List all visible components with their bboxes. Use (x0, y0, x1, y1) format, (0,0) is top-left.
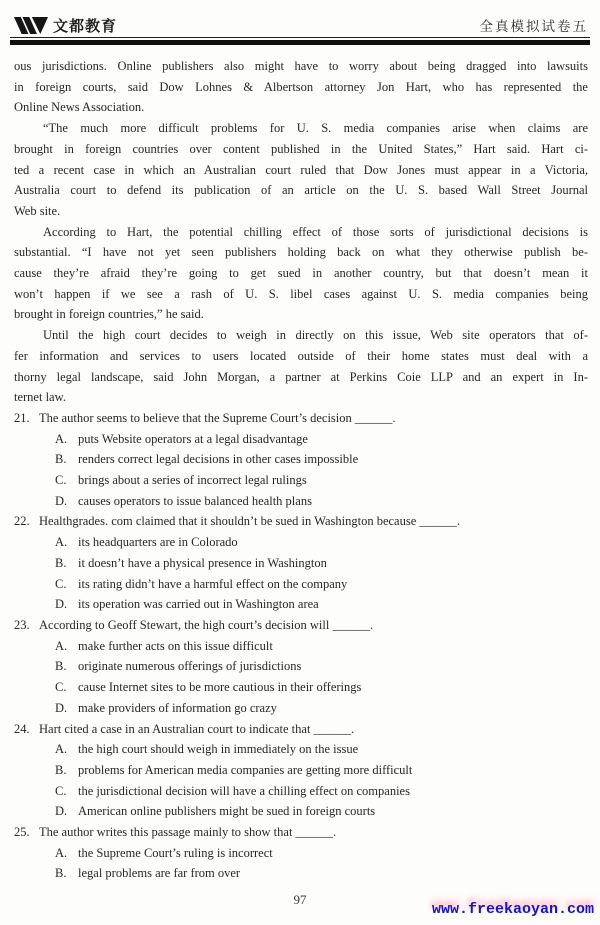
answer-option (14, 863, 588, 884)
answer-option (14, 781, 588, 802)
questions (14, 408, 588, 884)
brand-text: 文都教育 (53, 16, 118, 35)
answer-option (14, 636, 588, 657)
content (14, 56, 588, 884)
question-number: 25. (14, 825, 30, 840)
answer-option (14, 449, 588, 470)
passage-line: According to Hart, the potential chilling effect of those sorts of jurisdictional decisions is (43, 224, 588, 239)
passage-line: in foreign courts, said Dow Lohnes & Albertson attorney Jon Hart, who has represented the (14, 79, 588, 94)
passage-line: Online News Association. (14, 100, 145, 115)
passage-line: Until the high court decides to weigh in directly on this issue, Web site operators that of- (43, 328, 588, 343)
option-letter: A. (55, 638, 68, 653)
option-text: puts Website operators at a legal disadvantage (78, 431, 308, 446)
option-letter: B. (55, 659, 67, 674)
question (14, 408, 588, 512)
header (14, 13, 588, 37)
option-letter: C. (55, 473, 67, 488)
option-text: originate numerous offerings of jurisdictions (78, 659, 302, 674)
header-rule-thin (10, 37, 590, 38)
question-number: 21. (14, 410, 30, 425)
answer-option (14, 491, 588, 512)
question-stem (14, 719, 588, 740)
answer-option (14, 760, 588, 781)
answer-option (14, 698, 588, 719)
answer-option (14, 801, 588, 822)
passage-line: ted a recent case in which an Australian court ruled that Dow Jones must appear in a Victoria, (14, 162, 588, 177)
question-stem (14, 615, 588, 636)
option-letter: A. (55, 742, 68, 757)
option-text: the high court should weigh in immediately on the issue (78, 742, 359, 757)
option-letter: D. (55, 493, 68, 508)
option-text: it doesn’t have a physical presence in Washington (78, 555, 327, 570)
answer-option (14, 553, 588, 574)
header-rule-thick (10, 40, 590, 45)
answer-option (14, 843, 588, 864)
question-stem-text: The author seems to believe that the Supreme Court’s decision ______. (39, 410, 396, 425)
answer-option (14, 470, 588, 491)
passage-line: ous jurisdictions. Online publishers also might have to worry about being dragged into lawsuits (14, 59, 588, 73)
passage (14, 56, 588, 408)
question (14, 719, 588, 823)
passage-line: “The much more difficult problems for U. S. media companies arise when claims are (43, 121, 588, 136)
question-stem-text: Healthgrades. com claimed that it shouldn’t be sued in Washington because ______. (39, 514, 461, 529)
question (14, 822, 588, 884)
option-text: renders correct legal decisions in other cases impossible (78, 452, 359, 467)
option-letter: C. (55, 783, 67, 798)
question-stem (14, 408, 588, 429)
question (14, 511, 588, 615)
header-right-title: 全真模拟试卷五 (479, 19, 588, 35)
brand (14, 15, 117, 36)
passage-line: fer information and services to users located outside of their home states must deal with a (14, 348, 588, 363)
option-text: the Supreme Court’s ruling is incorrect (78, 845, 273, 860)
answer-option (14, 739, 588, 760)
passage-line: thorny legal landscape, said John Morgan, a partner at Perkins Coie LLP and an expert in In- (14, 369, 588, 384)
option-text: legal problems are far from over (78, 866, 241, 881)
option-text: the jurisdictional decision will have a chilling effect on companies (78, 783, 410, 798)
option-letter: D. (55, 700, 68, 715)
option-text: cause Internet sites to be more cautious in their offerings (78, 680, 362, 695)
option-text: make providers of information go crazy (78, 700, 277, 715)
option-text: problems for American media companies are getting more difficult (78, 762, 413, 777)
question-stem (14, 511, 588, 532)
option-letter: B. (55, 452, 67, 467)
option-text: its headquarters are in Colorado (78, 535, 238, 550)
question-stem-text: According to Geoff Stewart, the high court’s decision will ______. (39, 617, 374, 632)
answer-option (14, 656, 588, 677)
question-stem-text: The author writes this passage mainly to show that ______. (39, 825, 337, 840)
question (14, 615, 588, 719)
passage-line: won’t happen if we see a rash of U. S. libel cases against U. S. media companies being (14, 286, 588, 301)
passage-line: substantial. “I have not yet seen publishers holding back on what they otherwise publish be- (14, 245, 588, 260)
option-text: causes operators to issue balanced health plans (78, 493, 312, 508)
passage-line: Web site. (14, 203, 61, 218)
passage-line: ternet law. (14, 390, 66, 405)
option-letter: A. (55, 535, 68, 550)
option-letter: D. (55, 597, 68, 612)
question-number: 23. (14, 617, 30, 632)
answer-option (14, 532, 588, 553)
option-text: American online publishers might be sued in foreign courts (78, 804, 376, 819)
passage-line: Australia court to defend its publication of an article on the U. S. based Wall Street Journal (14, 183, 588, 198)
passage-line: brought in foreign countries,” he said. (14, 307, 204, 322)
passage-line: brought in foreign countries over content published in the United States,” Hart said. Hart ci- (14, 141, 588, 156)
option-letter: B. (55, 866, 67, 881)
answer-option (14, 574, 588, 595)
option-text: its rating didn’t have a harmful effect on the company (78, 576, 348, 591)
option-letter: B. (55, 555, 67, 570)
question-stem (14, 822, 588, 843)
option-letter: D. (55, 804, 68, 819)
answer-option (14, 594, 588, 615)
option-letter: A. (55, 431, 68, 446)
watermark-link[interactable]: www.freekaoyan.com (431, 901, 594, 918)
option-letter: A. (55, 845, 68, 860)
question-number: 22. (14, 514, 30, 529)
wendu-logo-icon (14, 16, 48, 35)
answer-option (14, 677, 588, 698)
option-letter: B. (55, 762, 67, 777)
option-text: brings about a series of incorrect legal rulings (78, 473, 307, 488)
option-letter: C. (55, 680, 67, 695)
page-number: 97 (293, 892, 307, 907)
option-letter: C. (55, 576, 67, 591)
question-stem-text: Hart cited a case in an Australian court to indicate that ______. (39, 721, 355, 736)
answer-option (14, 429, 588, 450)
question-number: 24. (14, 721, 30, 736)
option-text: make further acts on this issue difficult (78, 638, 273, 653)
option-text: its operation was carried out in Washington area (78, 597, 319, 612)
passage-line: cause they’re afraid they’re going to get sued in another country, but that doesn’t mean it (14, 266, 588, 281)
